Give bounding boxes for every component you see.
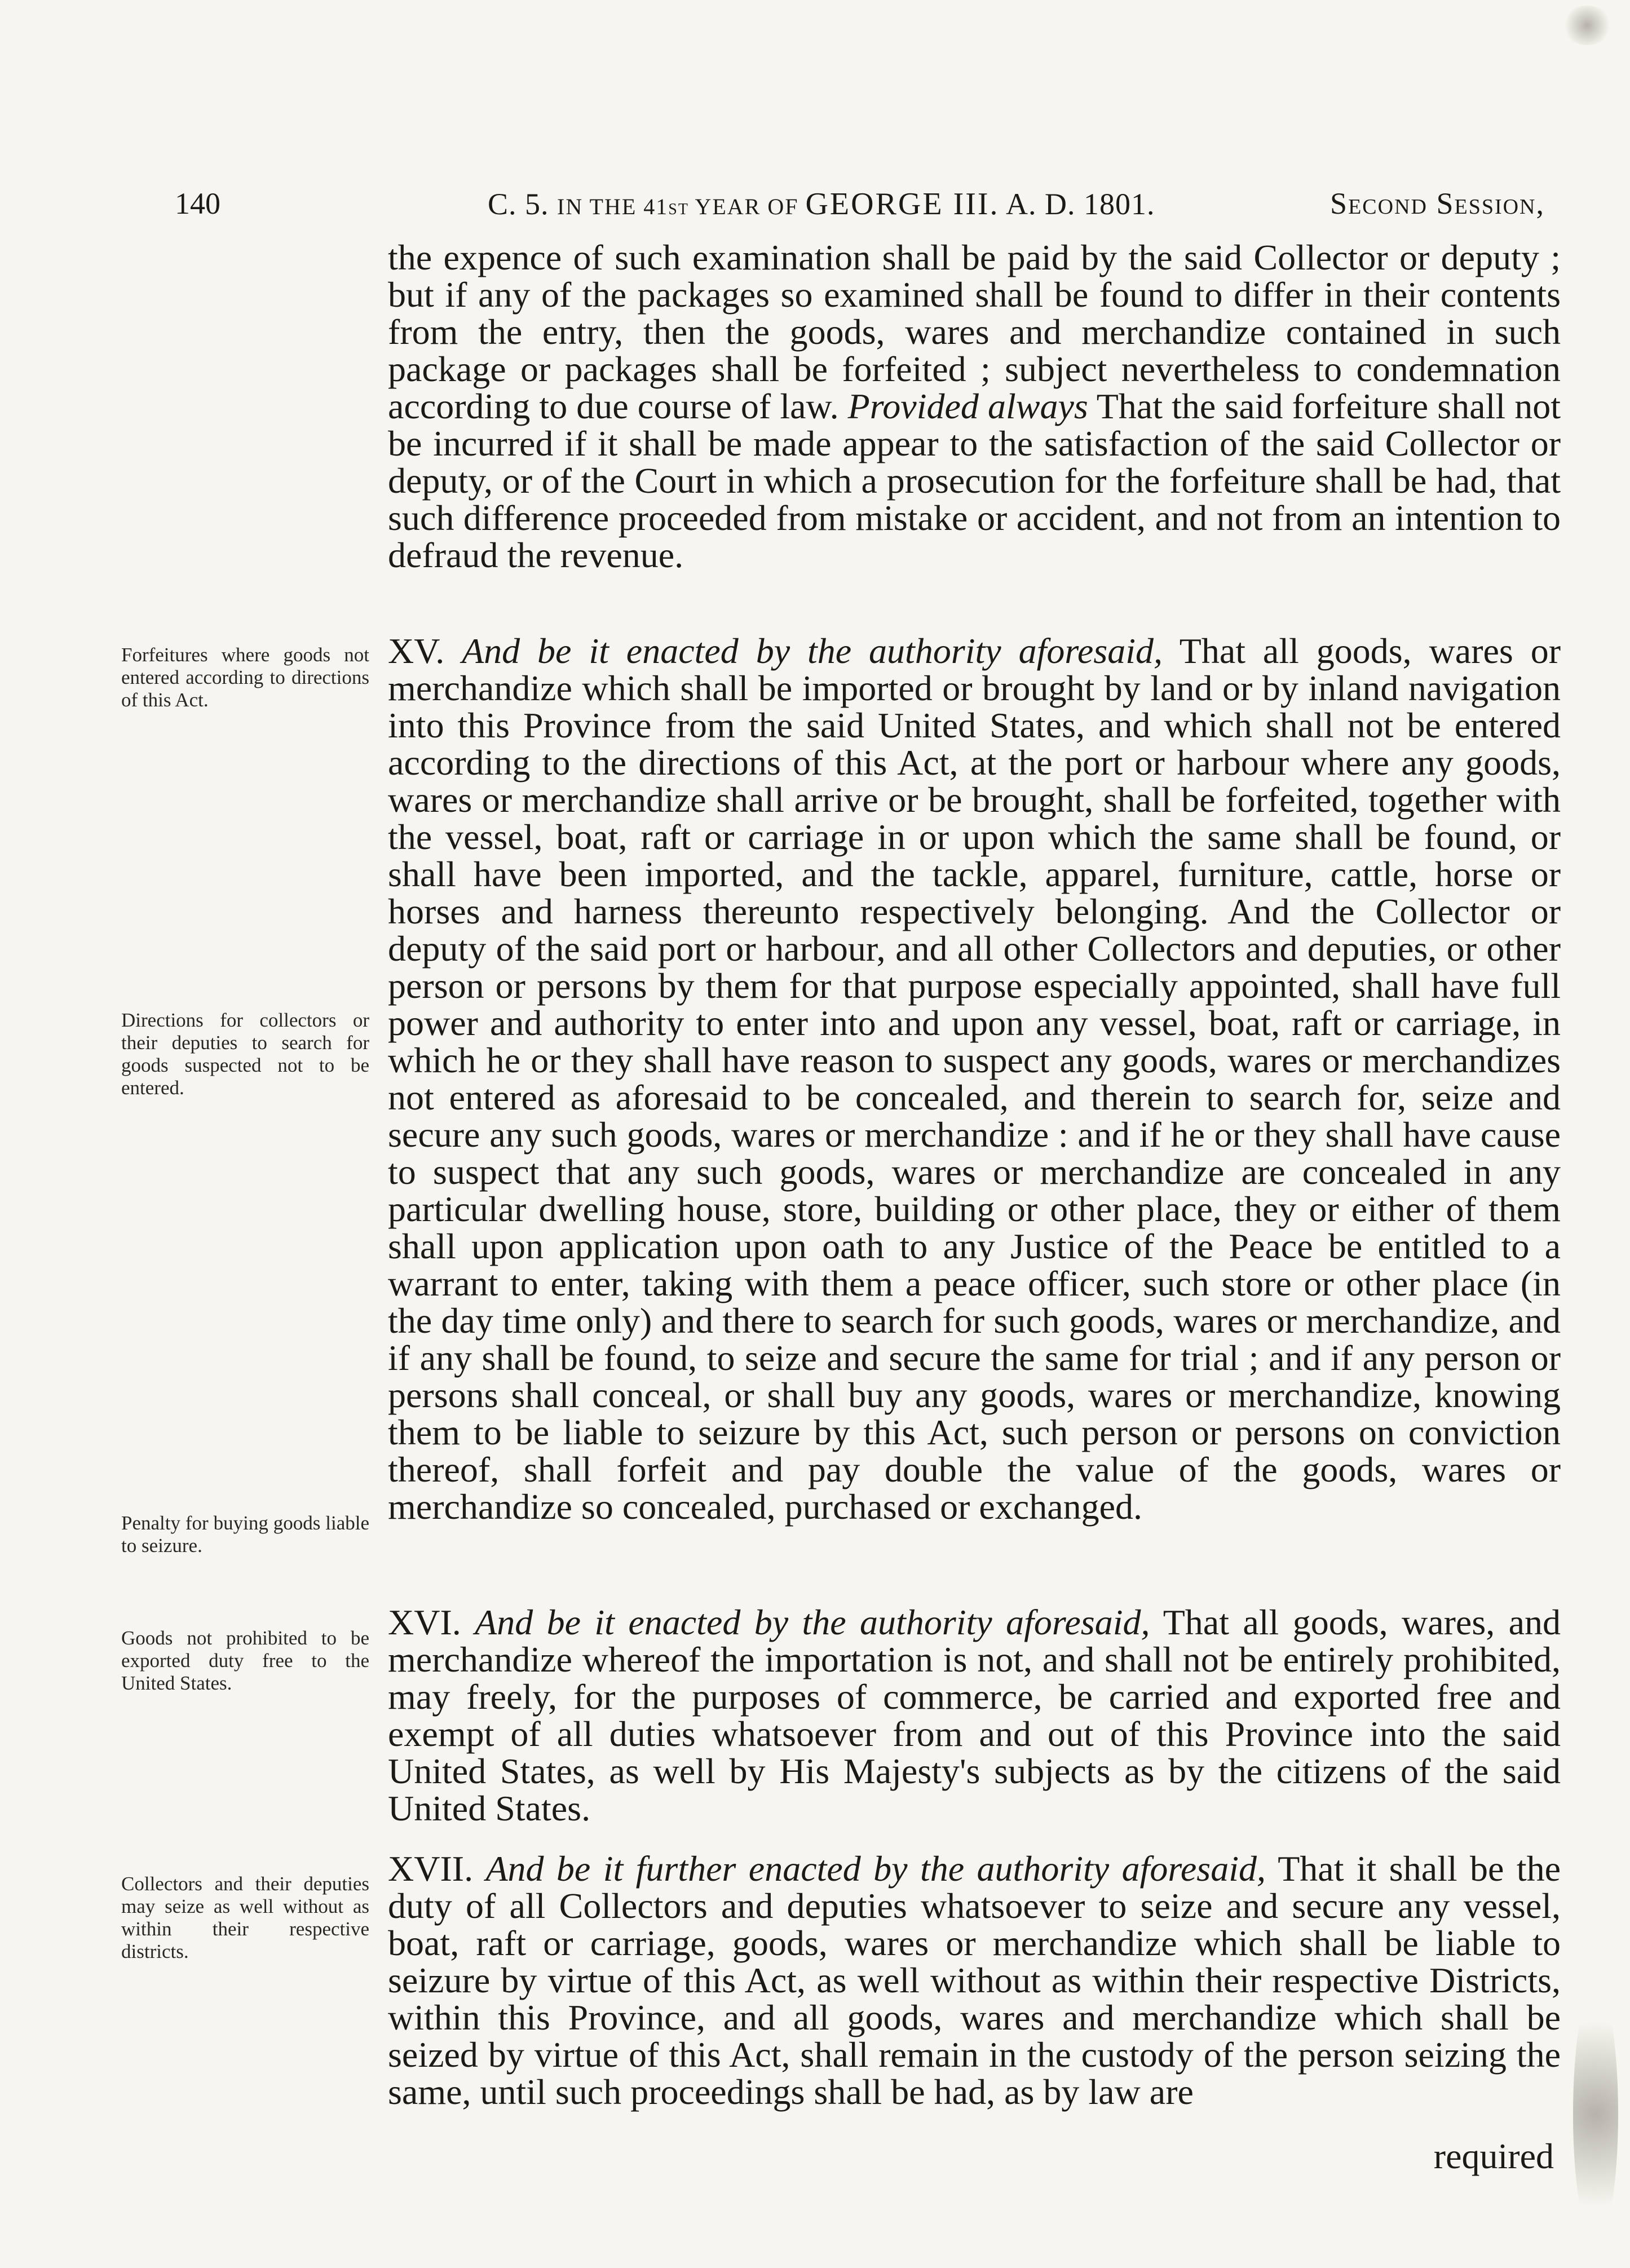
stain-mark	[1562, 6, 1613, 45]
margin-note-search-directions: Directions for collectors or their deputies to search for goods suspected not to be entered.	[121, 1009, 369, 1099]
proviso-phrase: Provided always	[847, 386, 1088, 426]
section-xvii	[388, 1850, 1561, 2111]
paragraph-text: the expence of such examination shall be paid by the said Collector or deputy ; but if any of the packages so examined shall be found to differ in their contents from the entry, then the goods, wares and merchandize contained in such package or packages shall be forfeited ; subject nevertheless to condemnation according to due course of law.	[388, 237, 1561, 426]
margin-note-penalty: Penalty for buying goods liable to seizure.	[121, 1512, 369, 1557]
margin-note-forfeitures: Forfeitures where goods not entered according to directions of this Act.	[121, 644, 369, 711]
proviso-text: That the said forfeiture shall not be incurred if it shall be made appear to the satisfaction of the said Collector or deputy, or of the Court in which a prosecution for the forfeiture shall be had, that such difference proceeded from mistake or accident, and not from an intention to defraud the revenue.	[388, 386, 1561, 575]
catchword: required	[1433, 2136, 1554, 2176]
regnal-year-text: IN THE 41st YEAR OF	[557, 194, 806, 219]
running-header	[113, 186, 1556, 231]
margin-note-seizure-districts: Collectors and their deputies may seize as well without as within their respective districts.	[121, 1873, 369, 1962]
margin-note-export-duty-free: Goods not prohibited to be exported duty free to the United States.	[121, 1627, 369, 1694]
section-text: That all goods, wares, and merchandize whereof the importation is not, and shall not be entirely prohibited, may freely, for the purposes of commerce, be carried and exported free and exempt of all duties whatsoever from and out of this Province into the said United States, as well by His Majesty's subjects as by the citizens of the said United States.	[388, 1602, 1561, 1828]
section-number: XVII.	[388, 1849, 474, 1889]
section-text: That all goods, wares or merchandize which shall be imported or brought by land or by inland navigation into this Province from the said United States, and which shall not be entered according to the directions of this Act, at the port or harbour where any goods, wares or merchandize shall arrive or be brought, shall be forfeited, together with the vessel, boat, raft or carriage in or upon which the same shall be found, or shall have been imported, and the tackle, apparel, furniture, cattle, horse or horses and harness thereunto respectively belonging. And the Collector or deputy of the said port or harbour, and all other Collectors and deputies, or other person or persons by them for that purpose especially appointed, shall have full power and authority to enter into and upon any vessel, boat, raft or carriage, in which he or they shall have reason to suspect any goods, wares or merchandizes not entered as aforesaid to be concealed, and therein to search for, seize and secure any such goods, wares or merchandize : and if he or they shall have cause to suspect that any such goods, wares or merchandize are concealed in any particular dwelling house, store, building or other place, they or either of them shall upon application upon oath to any Justice of the Peace be entitled to a warrant to enter, taking with them a peace officer, such store or other place (in the day time only) and there to search for such goods, wares or merchandize, and if any shall be found, to seize and secure the same for trial ; and if any person or persons shall conceal, or shall buy any goods, wares or merchandize, knowing them to be liable to seizure by this Act, such person or persons on conviction thereof, shall forfeit and pay double the value of the goods, wares or merchandize so concealed, purchased or exchanged.	[388, 631, 1561, 1527]
enacting-clause: And be it enacted by the authority aforesaid,	[462, 631, 1163, 671]
section-text: That it shall be the duty of all Collectors and deputies whatsoever to seize and secure any vessel, boat, raft or carriage, goods, wares or merchandize which shall be liable to seizure by virtue of this Act, as well without as within their respective Districts, within this Province, and all goods, wares and merchandize which shall be seized by virtue of this Act, shall remain in the custody of the person seizing the same, until such proceedings shall be had, as by law are	[388, 1849, 1561, 2112]
chapter-number: C. 5.	[488, 187, 558, 221]
enacting-clause: And be it enacted by the authority aforesaid,	[475, 1602, 1150, 1642]
stain-mark	[1573, 1984, 1618, 2244]
page-number: 140	[175, 187, 220, 220]
section-xvi	[388, 1604, 1561, 1827]
enacting-clause: And be it further enacted by the authority aforesaid,	[485, 1849, 1266, 1889]
monarch-name: GEORGE III.	[805, 187, 1000, 222]
paragraph-continuation	[388, 239, 1561, 574]
section-number: XVI.	[388, 1602, 461, 1642]
section-xv	[388, 633, 1561, 1526]
running-title	[488, 186, 1155, 222]
section-number: XV.	[388, 631, 445, 671]
anno-domini: A. D. 1801.	[999, 187, 1155, 221]
session-label: Second Session,	[1330, 187, 1545, 220]
